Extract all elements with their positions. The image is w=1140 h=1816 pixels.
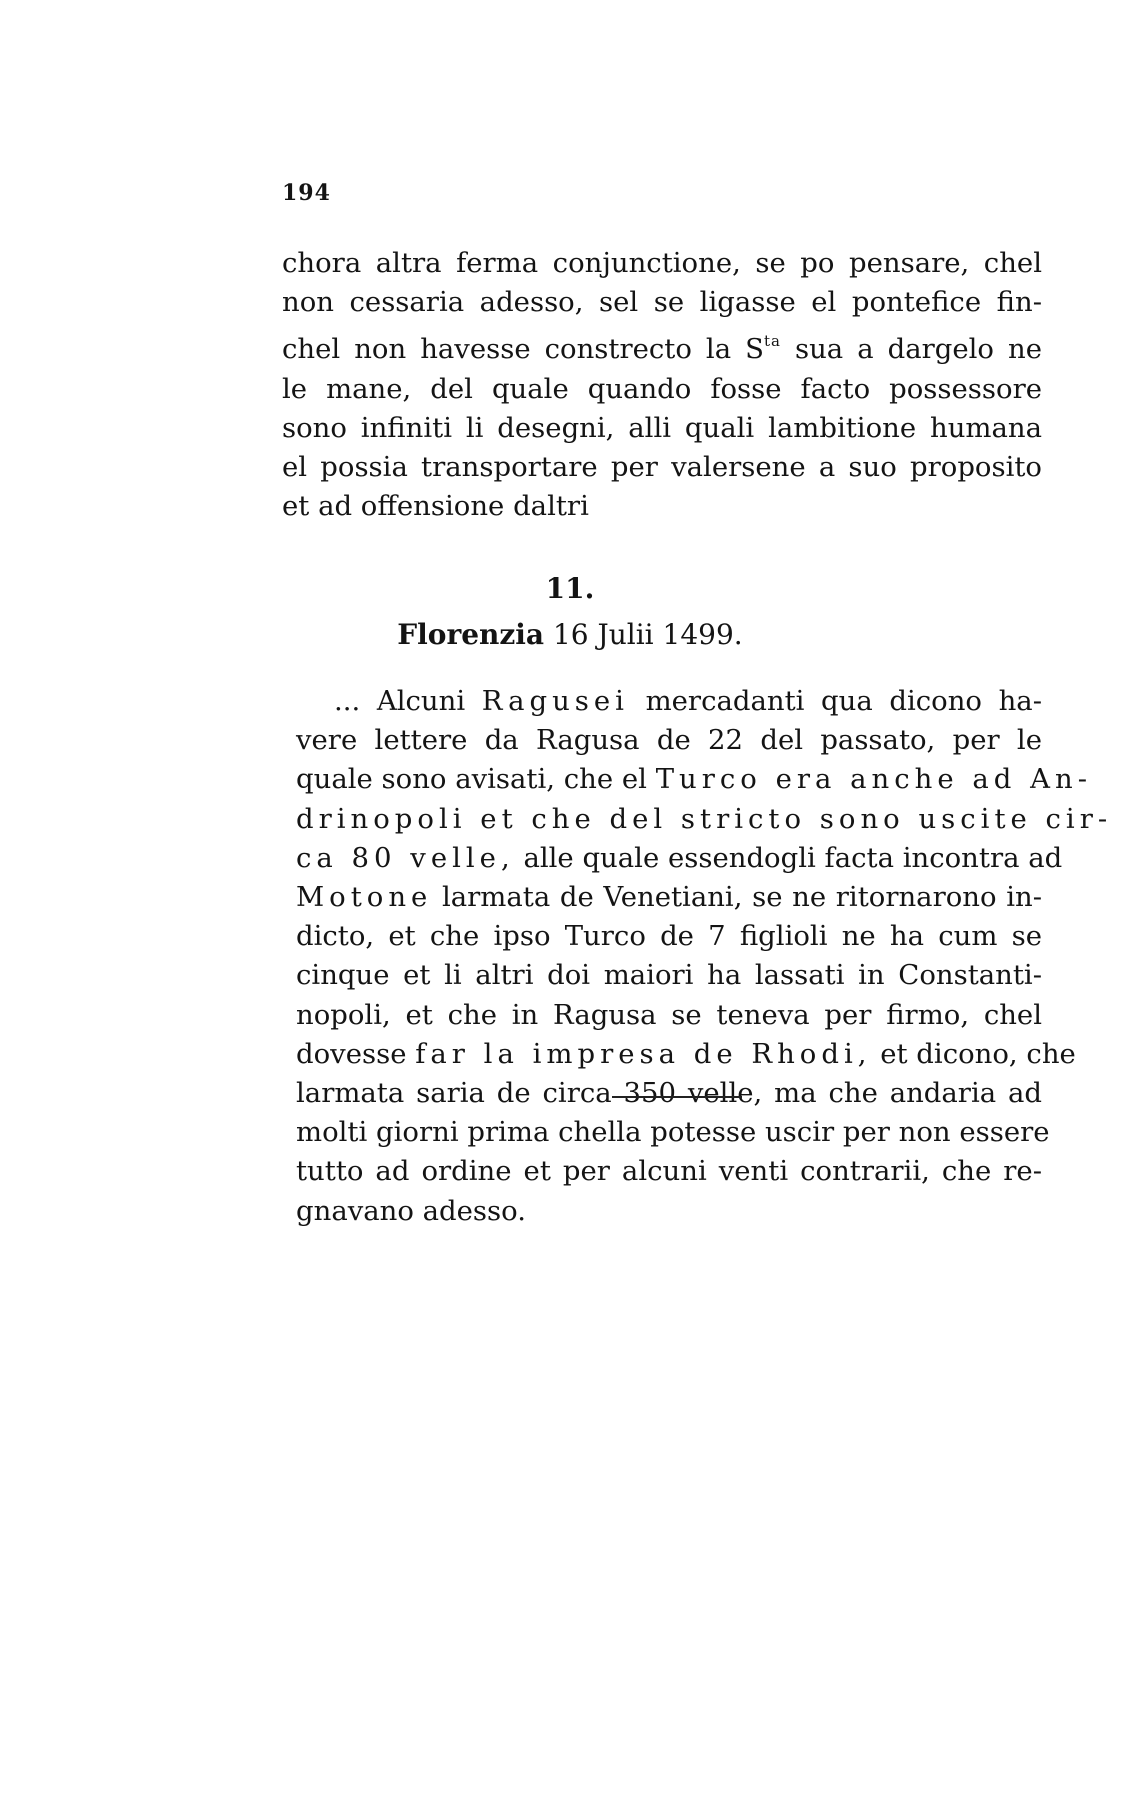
text-line: nopoli, et che in Ragusa se teneva per firmo, chel [296, 998, 1042, 1031]
text-line: el possia transportare per valersene a suo proposito [282, 451, 1042, 484]
text-line: molti giorni prima chella potesse uscir per non essere [296, 1116, 1050, 1149]
spaced-word: ca 80 [296, 841, 411, 874]
text-line: sono infiniti li desegni, alli quali lambitione humana [282, 411, 1042, 444]
text-line: dicto, et che ipso Turco de 7 figlioli ne ha cum se [296, 920, 1042, 953]
text-line [282, 322, 1042, 369]
text-fragment: chel non havesse constrecto la [282, 333, 746, 366]
text-fragment: alle quale essendogli facta incontra ad [514, 841, 1063, 874]
text-fragment: larmata de Venetiani, se ne ritornarono in- [432, 881, 1042, 914]
page-number: 194 [282, 180, 331, 206]
text-line: non cessaria adesso, sel se ligasse el pontefice fin- [282, 286, 1042, 319]
text-line [296, 760, 1092, 799]
text-fragment: quale sono avisati, che el [296, 763, 656, 796]
text-line: vere lettere da Ragusa de 22 del passato, per le [296, 724, 1042, 757]
spaced-word: far la impresa de Rhodi, [415, 1037, 872, 1070]
text-line: chora altra ferma conjunctione, se po pensare, chel [282, 247, 1042, 279]
text-line: larmata saria de circa 350 velle, ma che andaria ad [296, 1077, 1042, 1110]
spaced-word: Ragusei [481, 685, 629, 717]
text-line: le mane, del quale quando fosse facto possessore [282, 372, 1042, 405]
text-line: gnavano adesso. [296, 1194, 526, 1227]
text-line: drinopoli et che del stricto sono uscite cir- [296, 802, 1113, 835]
text-line [296, 1035, 1076, 1074]
spaced-word: Turco era anche ad An- [655, 763, 1092, 796]
text-fragment: dovesse [296, 1037, 416, 1070]
text-line [296, 839, 1063, 878]
letter-paragraph [296, 682, 1113, 1231]
spaced-word: velle, [410, 841, 515, 874]
text-fragment: sua a dargelo ne [780, 333, 1042, 366]
text-line: cinque et li altri doi maiori ha lassati in Constanti- [296, 959, 1042, 992]
text-line [296, 682, 1042, 721]
end-divider [612, 1096, 742, 1098]
text-line: et ad offensione daltri [282, 490, 589, 523]
text-fragment: et dicono, che [871, 1037, 1076, 1070]
document-number: 11. [545, 572, 595, 605]
abbreviation-superscript: ta [763, 332, 781, 351]
spaced-word: Motone [296, 881, 433, 914]
text-fragment: mercadanti qua dicono ha- [628, 685, 1042, 717]
heading-date: 16 Julii 1499. [544, 618, 743, 651]
abbreviation-base: S [745, 333, 764, 366]
continuation-paragraph [282, 244, 1042, 526]
document-heading [0, 618, 1140, 651]
text-line [296, 878, 1042, 917]
text-line: tutto ad ordine et per alcuni venti contrarii, che re- [296, 1155, 1042, 1188]
heading-place: Florenzia [397, 618, 545, 651]
text-fragment: ... Alcuni [334, 685, 482, 717]
